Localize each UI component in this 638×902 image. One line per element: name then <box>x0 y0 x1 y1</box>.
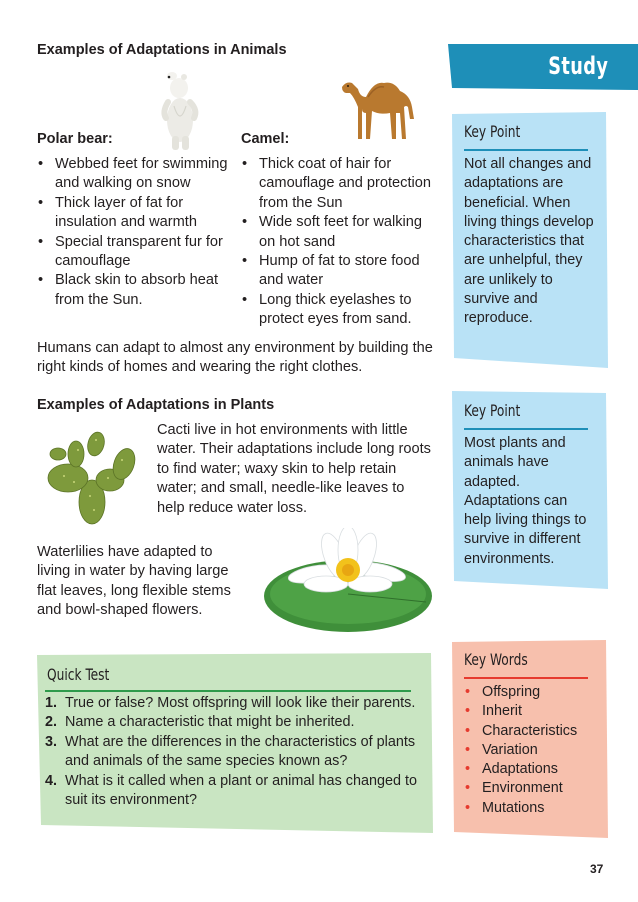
polar-bear-list <box>37 155 237 310</box>
key-point-2-text: Most plants and animals have adapted. Adaptations can help living things to survive in different environments. <box>464 435 587 567</box>
key-words-list <box>464 683 604 818</box>
quick-test-question <box>45 772 425 811</box>
key-point-1-rule <box>464 149 588 151</box>
key-word-item: • Mutations <box>464 799 604 818</box>
study-tab-shape <box>446 42 638 90</box>
key-word-item: • Characteristics <box>464 722 604 741</box>
plants-heading: Examples of Adaptations in Plants <box>37 397 275 413</box>
key-point-box-2 <box>452 391 606 589</box>
key-words-box <box>452 640 606 838</box>
key-words-rule <box>464 677 588 679</box>
waterlily-paragraph: Waterlilies have adapted to living in water by having large flat leaves, long flexible stems and bowl-shaped flowers. <box>37 544 231 619</box>
list-item: • Black skin to absorb heat from the Sun. <box>37 271 237 310</box>
humans-paragraph: Humans can adapt to almost any environment by building the right kinds of homes and wearing the right clothes. <box>37 340 433 376</box>
list-item: • Hump of fat to store food and water <box>241 252 437 291</box>
polar-bear-image <box>158 66 202 152</box>
polar-bear-title: Polar bear: <box>37 131 113 147</box>
question-text: What are the differences in the characteristics of plants and animals of the same species known as? <box>65 733 416 770</box>
quick-test-box <box>37 653 433 833</box>
page-number: 37 <box>590 862 604 876</box>
quick-test-questions <box>45 694 425 810</box>
key-word-item: • Offspring <box>464 683 604 702</box>
quick-test-question <box>45 733 425 772</box>
question-number: 3. <box>45 733 58 750</box>
quick-test-rule <box>45 690 411 692</box>
question-number: 1. <box>45 695 58 711</box>
quick-test-title: Quick Test <box>47 665 110 684</box>
study-tab-label: Study <box>547 52 608 80</box>
key-point-1-text: Not all changes and adaptations are beneficial. When living things develop characteristics that are unhelpful, they are unlikely to survive and reproduce. <box>464 156 594 327</box>
waterlily-image <box>262 528 434 634</box>
key-point-1-title: Key Point <box>464 122 521 141</box>
key-words-title: Key Words <box>464 650 528 669</box>
quick-test-question <box>45 694 425 713</box>
list-item: • Thick coat of hair for camouflage and protection from the Sun <box>241 155 437 213</box>
list-item: • Thick layer of fat for insulation and warmth <box>37 194 237 233</box>
key-word-item: • Environment <box>464 779 604 798</box>
key-word-item: • Variation <box>464 741 604 760</box>
question-number: 2. <box>45 714 58 731</box>
camel-list <box>241 155 437 330</box>
camel-title: Camel: <box>241 131 290 147</box>
study-section-tab <box>446 42 638 90</box>
cactus-image <box>44 420 136 526</box>
key-point-2-title: Key Point <box>464 401 521 420</box>
key-word-item: • Inherit <box>464 702 604 721</box>
list-item: • Long thick eyelashes to protect eyes from sand. <box>241 291 437 330</box>
cacti-paragraph: Cacti live in hot environments with little water. Their adaptations include long roots to find water; waxy skin to help retain water; and small, needle-like leaves to help reduce water loss. <box>157 422 431 516</box>
quick-test-question <box>45 713 425 732</box>
list-item: • Wide soft feet for walking on hot sand <box>241 213 437 252</box>
key-word-item: • Adaptations <box>464 760 604 779</box>
question-number: 4. <box>45 772 58 789</box>
list-item: • Special transparent fur for camouflage <box>37 233 237 272</box>
key-point-box-1 <box>452 112 606 370</box>
animals-heading: Examples of Adaptations in Animals <box>37 42 287 58</box>
camel-image <box>340 67 420 141</box>
list-item: • Webbed feet for swimming and walking on snow <box>37 155 237 194</box>
question-text: True or false? Most offspring will look like their parents. <box>65 695 416 711</box>
key-point-2-rule <box>464 428 588 430</box>
question-text: What is it called when a plant or animal has changed to suit its environment? <box>65 772 417 809</box>
question-text: Name a characteristic that might be inherited. <box>65 714 355 731</box>
